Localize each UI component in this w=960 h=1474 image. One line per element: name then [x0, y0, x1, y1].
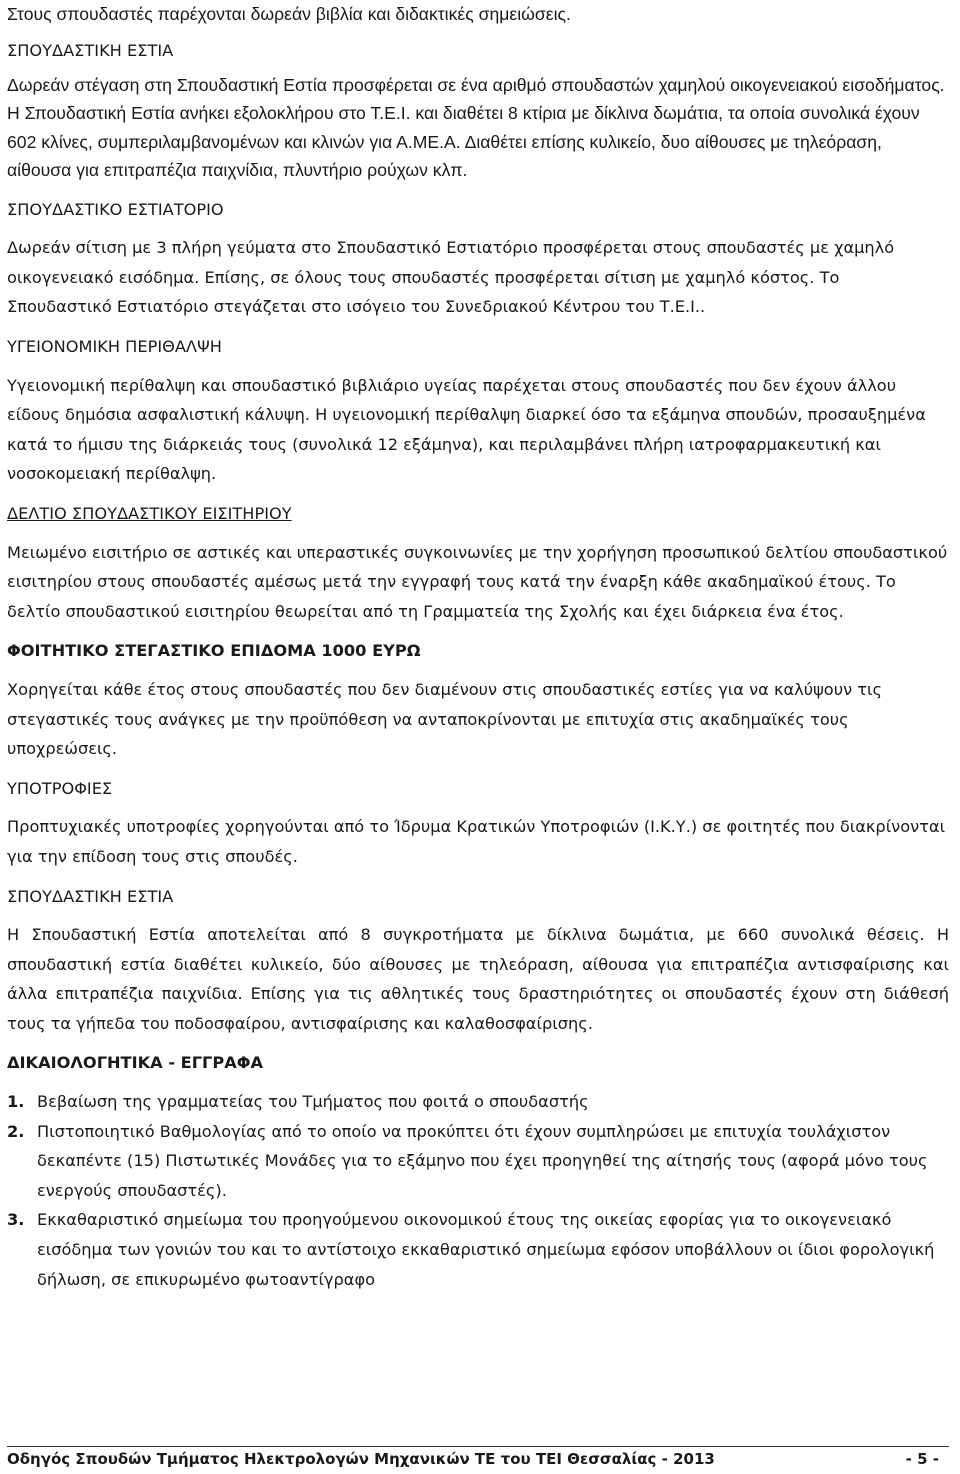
- list-item-number: 1.: [7, 1092, 25, 1112]
- heading-housing-allowance: ΦΟΙΤΗΤΙΚΟ ΣΤΕΓΑΣΤΙΚΟ ΕΠΙΔΟΜΑ 1000 ΕΥΡΩ: [7, 641, 421, 661]
- heading-health-care: ΥΓΕΙΟΝΟΜΙΚΗ ΠΕΡΙΘΑΛΨΗ: [7, 337, 222, 356]
- paragraph-student-residence: Δωρεάν στέγαση στη Σπουδαστική Εστία προσφέρεται σε ένα αριθμό σπουδαστών χαμηλού οικογενειακού εισοδήματος. Η Σπουδαστική Εστία ανήκει εξολοκλήρου στο Τ.Ε.Ι. και διαθέτει 8 κτίρια με δίκλινα δωμάτια, τα οποία συνολικά έχουν 602 κλίνες, συμπεριλαμβανομένων και κλινών για Α.ΜΕ.Α. Διαθέτει επίσης κυλικείο, δυο αίθουσες με τηλεόραση, αίθουσα για επιτραπέζια παιχνίδια, πλυντήριο ρούχων κλπ.: [7, 75, 945, 181]
- list-item-text: Βεβαίωση της γραμματείας του Τμήματος που φοιτά ο σπουδαστής: [37, 1092, 589, 1112]
- paragraph-housing-allowance: Χορηγείται κάθε έτος στους σπουδαστές που δεν διαμένουν στις σπουδαστικές εστίες για να καλύψουν τις στεγαστικές τους ανάγκες με την προϋπόθεση να ανταποκρίνονται με επιτυχία στις ακαδημαϊκές τους υποχρεώσεις.: [7, 679, 882, 759]
- paragraph-student-restaurant: Δωρεάν σίτιση με 3 πλήρη γεύματα στο Σπουδαστικό Εστιατόριο προσφέρεται στους σπουδαστές με χαμηλό οικογενειακό εισόδημα. Επίσης, σε όλους τους σπουδαστές προσφέρεται σίτιση με χαμηλό κόστος. Το Σπουδαστικό Εστιατόριο στεγάζεται στο ισόγειο του Συνεδριακού Κέντρου του Τ.Ε.Ι..: [7, 238, 895, 317]
- list-item-number: 3.: [7, 1210, 25, 1230]
- paragraph-student-ticket: Μειωμένο εισιτήριο σε αστικές και υπεραστικές συγκοινωνίες με την χορήγηση προσωπικού δελτίου σπουδαστικού εισιτηρίου στους σπουδαστές αμέσως μετά την εγγραφή τους κατά την έναρξη κάθε ακαδημαϊκού έτους. Το δελτίο σπουδαστικού εισιτηρίου θεωρείται από τη Γραμματεία της Σχολής και έχει διάρκεια ένα έτος.: [7, 542, 948, 621]
- heading-documents: ΔΙΚΑΙΟΛΟΓΗΤΙΚΑ - ΕΓΓΡΑΦΑ: [7, 1053, 264, 1073]
- page-number: - 5 -: [905, 1450, 939, 1468]
- document-page: [7, 0, 949, 1294]
- list-item-number: 2.: [7, 1121, 25, 1141]
- heading-student-residence-2: ΣΠΟΥΔΑΣΤΙΚΗ ΕΣΤΙΑ: [7, 886, 174, 906]
- list-item: [7, 1117, 949, 1206]
- page-footer: [7, 1446, 949, 1470]
- footer-title: Οδηγός Σπουδών Τμήματος Ηλεκτρολογών Μηχανικών ΤΕ του ΤΕΙ Θεσσαλίας - 2013: [7, 1450, 715, 1468]
- list-item: [7, 1087, 949, 1117]
- heading-student-ticket: ΔΕΛΤΙΟ ΣΠΟΥΔΑΣΤΙΚΟΥ ΕΙΣΙΤΗΡΙΟΥ: [7, 503, 292, 523]
- list-item-text: Πιστοποιητικό Βαθμολογίας από το οποίο να προκύπτει ότι έχουν συμπληρώσει με επιτυχία τουλάχιστον δεκαπέντε (15) Πιστωτικές Μονάδες για το εξάμηνο που έχει προηγηθεί της αίτησής τους (αφορά μόνο τους ενεργούς σπουδαστές).: [37, 1121, 928, 1200]
- paragraph-health-care: Υγειονομική περίθαλψη και σπουδαστικό βιβλιάριο υγείας παρέχεται στους σπουδαστές που δεν έχουν άλλου είδους δημόσια ασφαλιστική κάλυψη. Η υγειονομική περίθαλψη διαρκεί όσο τα εξάμηνα σπουδών, προσαυξημένα κατά το ήμισυ της διάρκειάς τους (συνολικά 12 εξάμηνα), και περιλαμβάνει πλήρη ιατροφαρμακευτική και νοσοκομειακή περίθαλψη.: [7, 375, 926, 484]
- paragraph-student-residence-2: Η Σπουδαστική Εστία αποτελείται από 8 συγκροτήματα με δίκλινα δωμάτια, με 660 συνολικά θέσεις. Η σπουδαστική εστία διαθέτει κυλικείο, δύο αίθουσες με τηλεόραση, αίθουσα για επιτραπέζια αντισφαίρισης και άλλα επιτραπέζια παιχνίδια. Επίσης για τις αθλητικές τους δραστηριότητες οι σπουδαστές έχουν στη διάθεσή τους τα γήπεδα του ποδοσφαίρου, αντισφαίρισης και καλαθοσφαίρισης.: [7, 925, 949, 1033]
- intro-line: Στους σπουδαστές παρέχονται δωρεάν βιβλία και διδακτικές σημειώσεις.: [7, 4, 571, 24]
- heading-student-residence: ΣΠΟΥΔΑΣΤΙΚΗ ΕΣΤΙΑ: [7, 41, 174, 61]
- paragraph-scholarships: Προπτυχιακές υποτροφίες χορηγούνται από το Ίδρυμα Κρατικών Υποτροφιών (Ι.Κ.Υ.) σε φοιτητές που διακρίνονται για την επίδοση τους στις σπουδές.: [7, 817, 946, 866]
- heading-student-restaurant: ΣΠΟΥΔΑΣΤΙΚΟ ΕΣΤΙΑΤΟΡΙΟ: [7, 199, 224, 219]
- heading-scholarships: ΥΠΟΤΡΟΦΙΕΣ: [7, 778, 113, 798]
- documents-list: [7, 1087, 949, 1294]
- list-item: [7, 1205, 949, 1294]
- list-item-text: Εκκαθαριστικό σημείωμα του προηγούμενου οικονομικού έτους της οικείας εφορίας για το οικογενειακό εισόδημα των γονιών του και το αντίστοιχο εκκαθαριστικό σημείωμα εφόσον υποβάλλουν οι ίδιοι φορολογική δήλωση, σε επικυρωμένο φωτοαντίγραφο: [37, 1210, 935, 1289]
